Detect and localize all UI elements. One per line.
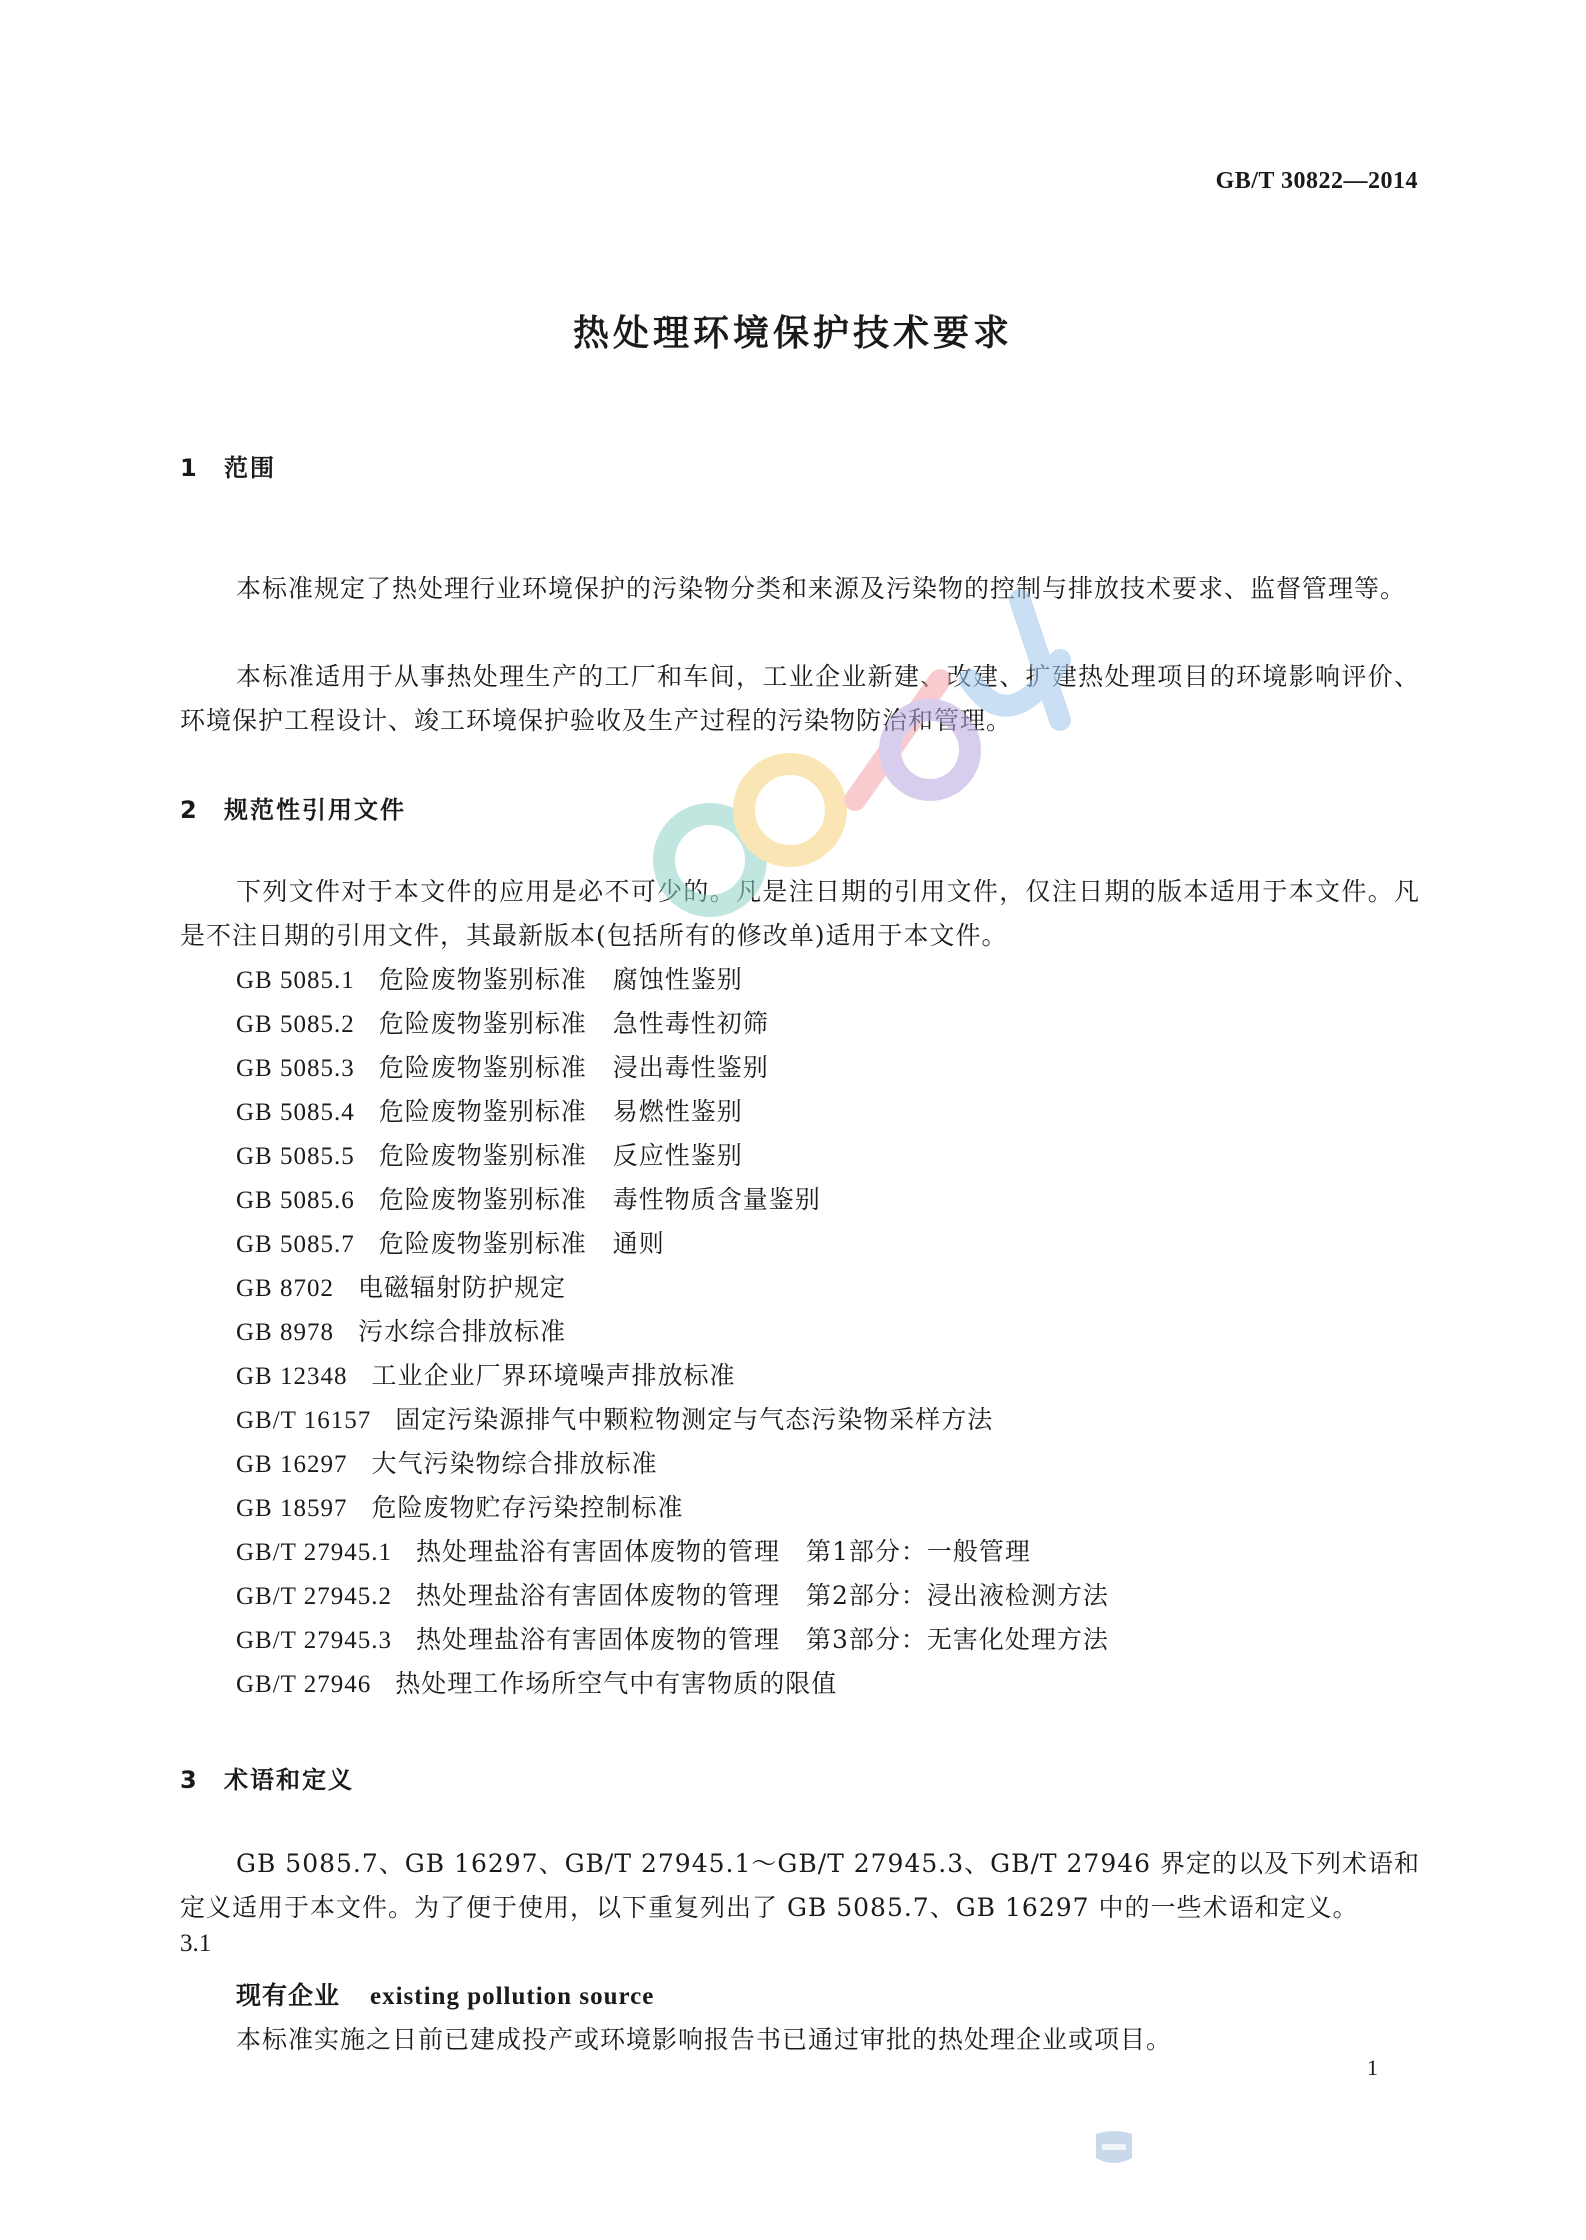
reference-item — [236, 1486, 1109, 1530]
reference-subtitle: 急性毒性初筛 — [612, 1009, 769, 1038]
reference-title: 污水综合排放标准 — [357, 1317, 566, 1346]
reference-subtitle: 反应性鉴别 — [612, 1141, 743, 1170]
reference-code: GB/T 27945.3 — [236, 1627, 392, 1654]
term-name-cn: 现有企业 — [236, 1981, 341, 2010]
reference-code: GB/T 16157 — [236, 1407, 372, 1434]
reference-item — [236, 958, 1109, 1002]
reference-item — [236, 1266, 1109, 1310]
reference-item — [236, 1574, 1109, 1618]
reference-item — [236, 1662, 1109, 1706]
reference-code: GB/T 27945.1 — [236, 1539, 392, 1566]
term-definition: 本标准实施之日前已建成投产或环境影响报告书已通过审批的热处理企业或项目。 — [236, 2025, 1173, 2054]
reference-subtitle: 第1部分：一般管理 — [806, 1537, 1031, 1566]
term-name-en: existing pollution source — [370, 1983, 655, 2010]
sac-logo-icon — [1092, 2128, 1136, 2168]
reference-item — [236, 1398, 1109, 1442]
reference-subtitle: 毒性物质含量鉴别 — [612, 1185, 821, 1214]
reference-subtitle: 第2部分：浸出液检测方法 — [806, 1581, 1109, 1610]
reference-subtitle: 浸出毒性鉴别 — [612, 1053, 769, 1082]
section-title: 规范性引用文件 — [224, 796, 406, 824]
reference-title: 电磁辐射防护规定 — [357, 1273, 566, 1302]
section-2-intro: 下列文件对于本文件的应用是必不可少的。凡是注日期的引用文件，仅注日期的版本适用于本文件。凡是不注日期的引用文件，其最新版本(包括所有的修改单)适用于本文件。 — [180, 877, 1420, 950]
reference-title: 危险废物鉴别标准 — [378, 1229, 587, 1258]
reference-title: 热处理工作场所空气中有害物质的限值 — [395, 1669, 838, 1698]
reference-item — [236, 1618, 1109, 1662]
reference-title: 危险废物鉴别标准 — [378, 1097, 587, 1126]
reference-title: 危险废物鉴别标准 — [378, 1141, 587, 1170]
section-title: 范围 — [224, 454, 276, 482]
reference-code: GB 5085.1 — [236, 967, 355, 994]
reference-item — [236, 1090, 1109, 1134]
reference-title: 危险废物鉴别标准 — [378, 1185, 587, 1214]
section-number: 1 — [180, 454, 199, 482]
section-number: 2 — [180, 796, 199, 824]
document-title: 热处理环境保护技术要求 — [572, 313, 1013, 354]
reference-item — [236, 1002, 1109, 1046]
reference-code: GB/T 27946 — [236, 1671, 372, 1698]
reference-title: 固定污染源排气中颗粒物测定与气态污染物采样方法 — [395, 1405, 994, 1434]
reference-title: 热处理盐浴有害固体废物的管理 — [416, 1625, 781, 1654]
reference-code: GB 5085.4 — [236, 1099, 355, 1126]
term-heading — [236, 1974, 654, 2019]
reference-subtitle: 通则 — [612, 1229, 665, 1258]
reference-item — [236, 1530, 1109, 1574]
term-number: 3.1 — [180, 1930, 212, 1957]
section-3-heading — [180, 1760, 354, 1795]
reference-code: GB 5085.7 — [236, 1231, 355, 1258]
reference-code: GB 5085.3 — [236, 1055, 355, 1082]
reference-code: GB 8978 — [236, 1319, 334, 1346]
reference-item — [236, 1442, 1109, 1486]
reference-item — [236, 1046, 1109, 1090]
reference-item — [236, 1134, 1109, 1178]
reference-subtitle: 第3部分：无害化处理方法 — [806, 1625, 1109, 1654]
section-1-heading — [180, 448, 276, 483]
reference-code: GB 12348 — [236, 1363, 348, 1390]
standard-number: GB/T 30822—2014 — [1215, 168, 1418, 194]
reference-code: GB 5085.2 — [236, 1011, 355, 1038]
reference-subtitle: 易燃性鉴别 — [612, 1097, 743, 1126]
section-title: 术语和定义 — [224, 1766, 354, 1794]
reference-code: GB 5085.6 — [236, 1187, 355, 1214]
reference-code: GB 16297 — [236, 1451, 348, 1478]
reference-title: 热处理盐浴有害固体废物的管理 — [416, 1581, 781, 1610]
reference-title: 工业企业厂界环境噪声排放标准 — [371, 1361, 736, 1390]
reference-code: GB 8702 — [236, 1275, 334, 1302]
section-1-paragraph-1: 本标准规定了热处理行业环境保护的污染物分类和来源及污染物的控制与排放技术要求、监督管理等。 — [236, 574, 1407, 603]
section-1-paragraph-2: 本标准适用于从事热处理生产的工厂和车间，工业企业新建、改建、扩建热处理项目的环境影响评价、环境保护工程设计、竣工环境保护验收及生产过程的污染物防治和管理。 — [180, 662, 1420, 735]
reference-code: GB 5085.5 — [236, 1143, 355, 1170]
reference-subtitle: 腐蚀性鉴别 — [612, 965, 743, 994]
reference-title: 危险废物贮存污染控制标准 — [371, 1493, 684, 1522]
reference-title: 危险废物鉴别标准 — [378, 1053, 587, 1082]
section-2-heading — [180, 790, 406, 825]
reference-item — [236, 1310, 1109, 1354]
reference-title: 热处理盐浴有害固体废物的管理 — [416, 1537, 781, 1566]
watermark-logo-icon — [640, 560, 1100, 940]
section-3-intro: GB 5085.7、GB 16297、GB/T 27945.1～GB/T 27945.3、GB/T 27946 界定的以及下列术语和定义适用于本文件。为了便于使用，以下重复列出了 GB 5085.7、GB 16297 中的一些术语和定义。 — [180, 1849, 1420, 1922]
reference-title: 大气污染物综合排放标准 — [371, 1449, 658, 1478]
page-number: 1 — [1367, 2055, 1378, 2080]
reference-title: 危险废物鉴别标准 — [378, 1009, 587, 1038]
reference-item — [236, 1222, 1109, 1266]
section-number: 3 — [180, 1766, 199, 1794]
reference-code: GB/T 27945.2 — [236, 1583, 392, 1610]
reference-item — [236, 1178, 1109, 1222]
reference-code: GB 18597 — [236, 1495, 348, 1522]
reference-list — [236, 958, 1109, 1706]
reference-title: 危险废物鉴别标准 — [378, 965, 587, 994]
reference-item — [236, 1354, 1109, 1398]
